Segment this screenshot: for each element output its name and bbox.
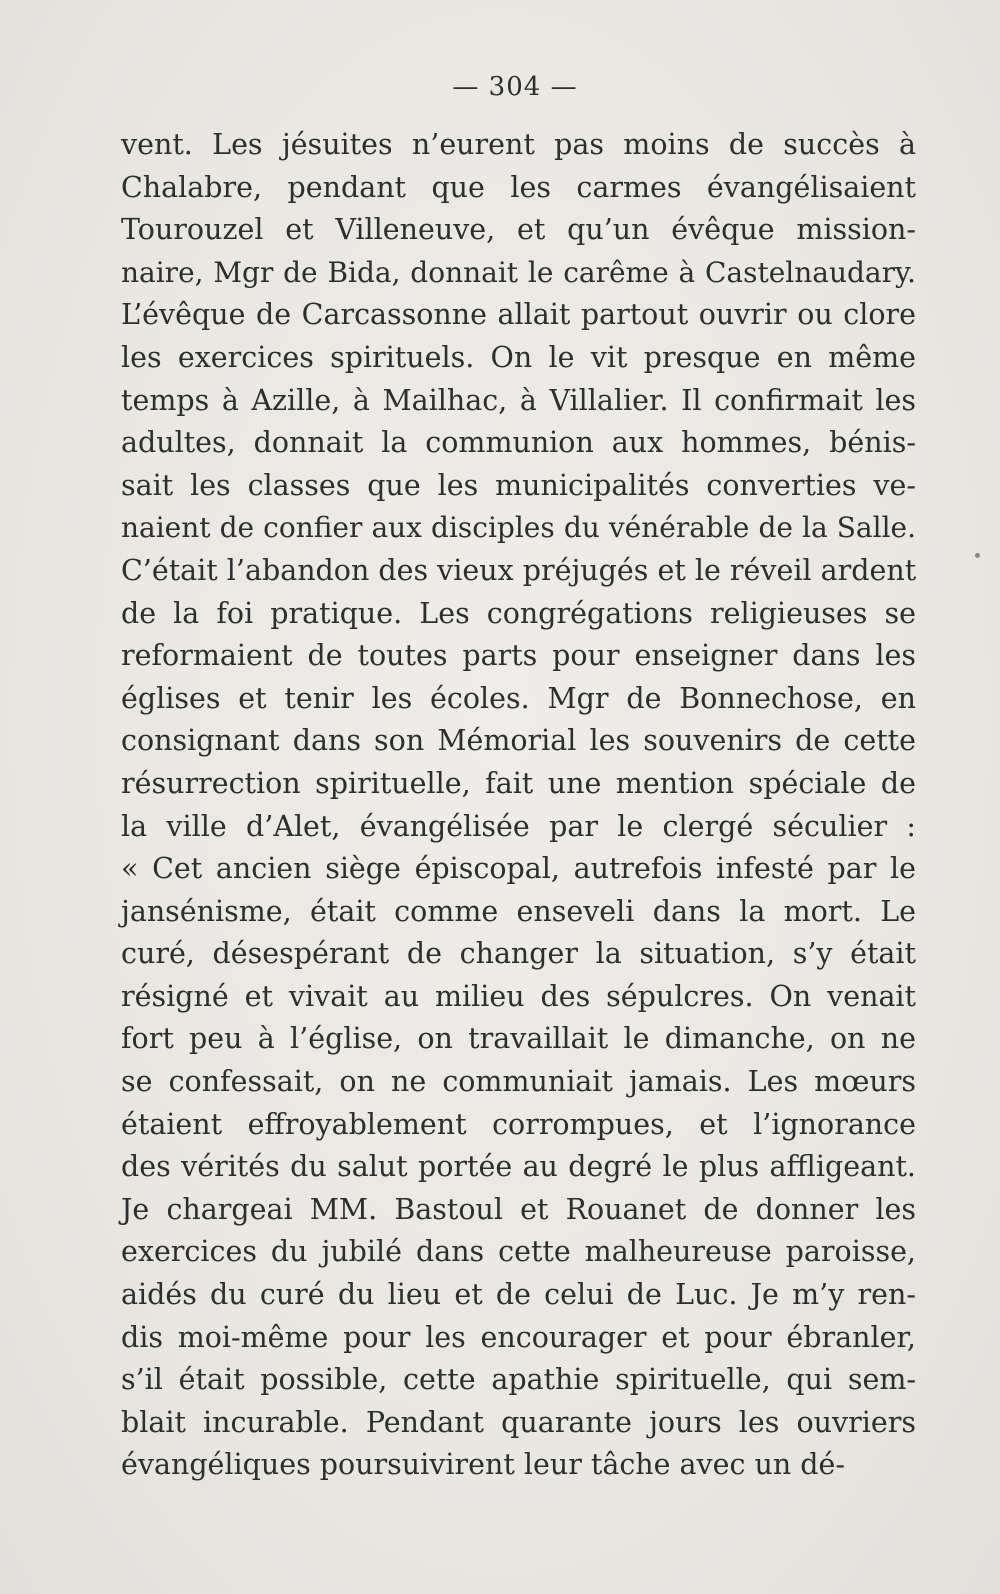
text-line: églises et tenir les écoles. Mgr de Bonnechose, en — [121, 681, 916, 715]
text-line: reformaient de toutes parts pour enseigner dans les — [121, 639, 916, 673]
margin-speck — [975, 553, 980, 558]
text-line: temps à Azille, à Mailhac, à Villalier. Il confirmait les — [121, 383, 916, 417]
text-line: L’évêque de Carcassonne allait partout ouvrir ou clore — [121, 298, 916, 332]
text-line: les exercices spirituels. On le vit presque en même — [121, 340, 916, 374]
text-line: s’il était possible, cette apathie spirituelle, qui sem- — [121, 1363, 916, 1397]
text-line: fort peu à l’église, on travaillait le dimanche, on ne — [121, 1022, 916, 1056]
text-line: Je chargeai MM. Bastoul et Rouanet de donner les — [121, 1192, 916, 1226]
body-text — [121, 124, 916, 1487]
text-line: étaient effroyablement corrompues, et l’ignorance — [121, 1107, 916, 1141]
text-line: des vérités du salut portée au degré le plus affligeant. — [121, 1150, 916, 1184]
text-line: dis moi-même pour les encourager et pour ébranler, — [121, 1320, 916, 1354]
text-line: évangéliques poursuivirent leur tâche avec un dé- — [121, 1448, 846, 1482]
text-line: C’était l’abandon des vieux préjugés et le réveil ardent — [121, 553, 917, 587]
text-line: blait incurable. Pendant quarante jours les ouvriers — [121, 1405, 916, 1439]
text-line: Tourouzel et Villeneuve, et qu’un évêque mission- — [121, 213, 916, 247]
text-line: de la foi pratique. Les congrégations religieuses se — [121, 596, 916, 630]
text-line: exercices du jubilé dans cette malheureuse paroisse, — [121, 1235, 916, 1269]
text-line: Chalabre, pendant que les carmes évangélisaient — [121, 170, 916, 204]
text-line: « Cet ancien siège épiscopal, autrefois infesté par le — [121, 852, 916, 886]
text-line: naire, Mgr de Bida, donnait le carême à Castelnaudary. — [121, 255, 916, 289]
text-line: adultes, donnait la communion aux hommes, bénis- — [121, 426, 916, 460]
text-line: résurrection spirituelle, fait une mention spéciale de — [121, 766, 916, 800]
text-line: consignant dans son Mémorial les souvenirs de cette — [121, 724, 916, 758]
text-line: aidés du curé du lieu et de celui de Luc. Je m’y ren- — [121, 1278, 916, 1312]
text-line: curé, désespérant de changer la situation, s’y était — [121, 937, 916, 971]
page-number: — 304 — — [452, 72, 578, 102]
text-line: résigné et vivait au milieu des sépulcres. On venait — [121, 979, 916, 1013]
text-line: vent. Les jésuites n’eurent pas moins de succès à — [121, 128, 916, 161]
text-line: naient de confier aux disciples du vénérable de la Salle. — [121, 511, 916, 545]
text-line: se confessait, on ne communiait jamais. Les mœurs — [121, 1065, 916, 1099]
text-line: sait les classes que les municipalités converties ve- — [121, 468, 916, 502]
text-line: la ville d’Alet, évangélisée par le clergé séculier : — [121, 809, 916, 843]
text-line: jansénisme, était comme enseveli dans la mort. Le — [121, 894, 916, 928]
